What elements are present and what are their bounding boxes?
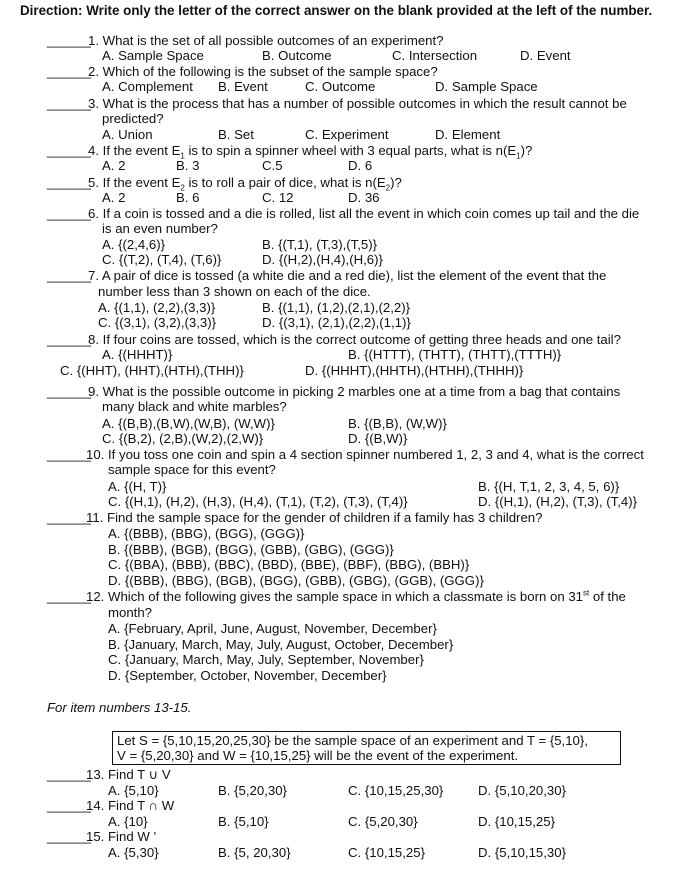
q10-option-a: A. {(H, T)} — [108, 479, 167, 494]
question-14-stem: 14. Find T ∩ W — [86, 798, 175, 813]
question-9-stem: 9. What is the possible outcome in picking 2 marbles one at a time from a bag that contains — [88, 384, 621, 399]
q6-option-a: A. {(2,4,6)} — [102, 237, 166, 252]
q7-option-c: C. {(3,1), (3,2),(3,3)} — [98, 315, 216, 330]
q15-option-b: B. {5, 20,30} — [218, 845, 291, 860]
answer-blank-1[interactable]: ______ — [47, 33, 92, 48]
question-12-stem: 12. Which of the following gives the sample space in which a classmate is born on 31st of the — [86, 588, 626, 604]
question-7-stem-cont: number less than 3 shown on each of the dice. — [98, 284, 371, 299]
q8-option-b: B. {(HTTT), (THTT), (THTT),(TTTH)} — [348, 347, 562, 362]
q14-option-a: A. {10} — [108, 814, 148, 829]
answer-blank-2[interactable]: ______ — [47, 64, 92, 79]
question-10-stem-cont: sample space for this event? — [108, 462, 276, 477]
question-8-stem: 8. If four coins are tossed, which is the correct outcome of getting three heads and one tail? — [88, 332, 621, 347]
q10-option-b: B. {(H, T,1, 2, 3, 4, 5, 6)} — [478, 479, 620, 494]
q12-option-b: B. {January, March, May, July, August, October, December} — [108, 637, 454, 652]
answer-blank-13[interactable]: ______ — [47, 767, 92, 782]
q9-option-d: D. {(B,W)} — [348, 431, 408, 446]
q1-option-b: B. Outcome — [262, 48, 332, 63]
q4-option-c: C.5 — [262, 158, 283, 173]
q14-option-b: B. {5,10} — [218, 814, 269, 829]
q2-option-d: D. Sample Space — [435, 79, 538, 94]
answer-blank-9[interactable]: ______ — [47, 384, 92, 399]
q7-option-d: D. {(3,1), (2,1),(2,2),(1,1)} — [262, 315, 411, 330]
q7-option-b: B. {(1,1), (1,2),(2,1),(2,2)} — [262, 300, 411, 315]
q6-option-d: D. {(H,2),(H,4),(H,6)} — [262, 252, 383, 267]
q4-option-b: B. 3 — [176, 158, 200, 173]
q13-option-a: A. {5,10} — [108, 783, 159, 798]
q10-option-d: D. {(H,1), (H,2), (T,3), (T,4)} — [478, 494, 638, 509]
q12-option-a: A. {February, April, June, August, November, December} — [108, 621, 437, 636]
q5-option-d: D. 36 — [348, 190, 380, 205]
box-line-1: Let S = {5,10,15,20,25,30} be the sample space of an experiment and T = {5,10}, — [117, 733, 588, 748]
q12-option-c: C. {January, March, May, July, September, November} — [108, 652, 424, 667]
q7-option-a: A. {(1,1), (2,2),(3,3)} — [98, 300, 216, 315]
answer-blank-15[interactable]: ______ — [47, 829, 92, 844]
q9-option-c: C. {(B,2), (2,B),(W,2),(2,W)} — [102, 431, 264, 446]
q9-option-a: A. {(B,B),(B,W),(W,B), (W,W)} — [102, 416, 275, 431]
q8-option-a: A. {(HHHT)} — [102, 347, 173, 362]
q11-option-b: B. {(BBB), (BGB), (BGG), (GBB), (GBG), (GGG)} — [108, 542, 394, 557]
q13-option-d: D. {5,10,20,30} — [478, 783, 566, 798]
question-3-stem: 3. What is the process that has a number of possible outcomes in which the result cannot be — [88, 96, 627, 111]
q8-option-d: D. {(HHHT),(HHTH),(HTHH),(THHH)} — [305, 363, 524, 378]
q3-option-d: D. Element — [435, 127, 501, 142]
q3-option-c: C. Experiment — [305, 127, 389, 142]
question-6-stem-cont: is an even number? — [102, 221, 218, 236]
q5-option-b: B. 6 — [176, 190, 200, 205]
question-10-stem: 10. If you toss one coin and spin a 4 section spinner numbered 1, 2, 3 and 4, what is the correct — [86, 447, 644, 462]
question-15-stem: 15. Find W ’ — [86, 829, 157, 844]
question-6-stem: 6. If a coin is tossed and a die is rolled, list all the event in which coin comes up tail and the die — [88, 206, 640, 221]
q10-option-c: C. {(H,1), (H,2), (H,3), (H,4), (T,1), (T,2), (T,3), (T,4)} — [108, 494, 408, 509]
box-line-2: V = {5,20,30} and W = {10,15,25} will be the event of the experiment. — [117, 748, 519, 763]
question-12-stem-cont: month? — [108, 605, 152, 620]
question-1-stem: 1. What is the set of all possible outcomes of an experiment? — [88, 33, 444, 48]
question-4-stem: 4. If the event $E_1$ is to spin a spinner wheel with 3 equal parts, what is $n(E_1)$? — [88, 143, 533, 161]
q14-option-c: C. {5,20,30} — [348, 814, 418, 829]
q2-option-a: A. Complement — [102, 79, 193, 94]
q1-option-d: D. Event — [520, 48, 571, 63]
answer-blank-11[interactable]: ______ — [47, 510, 92, 525]
answer-blank-10[interactable]: ______ — [47, 447, 92, 462]
q3-option-a: A. Union — [102, 127, 153, 142]
answer-blank-12[interactable]: ______ — [47, 589, 92, 604]
answer-blank-6[interactable]: ______ — [47, 206, 92, 221]
q8-option-c: C. {(HHT), (HHT),(HTH),(THH)} — [60, 363, 244, 378]
q12-option-d: D. {September, October, November, December} — [108, 668, 387, 683]
q14-option-d: D. {10,15,25} — [478, 814, 555, 829]
answer-blank-14[interactable]: ______ — [47, 798, 92, 813]
q6-option-c: C. {(T,2), (T,4), (T,6)} — [102, 252, 222, 267]
question-7-stem: 7. A pair of dice is tossed (a white die and a red die), list the element of the event that the — [88, 268, 607, 283]
q9-option-b: B. {(B,B), (W,W)} — [348, 416, 447, 431]
question-5-stem: 5. If the event $E_2$ is to roll a pair of dice, what is $n(E_2)$? — [88, 175, 402, 193]
q4-option-d: D. 6 — [348, 158, 373, 173]
answer-blank-3[interactable]: ______ — [47, 96, 92, 111]
answer-blank-4[interactable]: ______ — [47, 143, 92, 158]
q15-option-a: A. {5,30} — [108, 845, 159, 860]
question-13-stem: 13. Find T ∪ V — [86, 767, 171, 782]
q13-option-b: B. {5,20,30} — [218, 783, 287, 798]
question-2-stem: 2. Which of the following is the subset of the sample space? — [88, 64, 438, 79]
q5-option-c: C. 12 — [262, 190, 294, 205]
direction-text: Direction: Write only the letter of the correct answer on the blank provided at the left of the number. — [20, 3, 653, 18]
question-11-stem: 11. Find the sample space for the gender of children if a family has 3 children? — [86, 510, 543, 525]
answer-blank-7[interactable]: ______ — [47, 268, 92, 283]
question-9-stem-cont: many black and white marbles? — [102, 399, 287, 414]
answer-blank-5[interactable]: ______ — [47, 175, 92, 190]
q6-option-b: B. {(T,1), (T,3),(T,5)} — [262, 237, 378, 252]
q1-option-a: A. Sample Space — [102, 48, 204, 63]
q11-option-c: C. {(BBA), (BBB), (BBC), (BBD), (BBE), (BBF), (BBG), (BBH)} — [108, 557, 470, 572]
q2-option-c: C. Outcome — [305, 79, 376, 94]
q1-option-c: C. Intersection — [392, 48, 478, 63]
q13-option-c: C. {10,15,25,30} — [348, 783, 444, 798]
items-note: For item numbers 13-15. — [47, 700, 192, 715]
q15-option-c: C. {10,15,25} — [348, 845, 425, 860]
q3-option-b: B. Set — [218, 127, 254, 142]
q4-option-a: A. 2 — [102, 158, 126, 173]
q15-option-d: D. {5,10,15,30} — [478, 845, 566, 860]
q11-option-d: D. {(BBB), (BBG), (BGB), (BGG), (GBB), (GBG), (GGB), (GGG)} — [108, 573, 484, 588]
q2-option-b: B. Event — [218, 79, 268, 94]
q11-option-a: A. {(BBB), (BBG), (BGG), (GGG)} — [108, 526, 305, 541]
answer-blank-8[interactable]: ______ — [47, 332, 92, 347]
question-3-stem-cont: predicted? — [102, 111, 164, 126]
q5-option-a: A. 2 — [102, 190, 126, 205]
